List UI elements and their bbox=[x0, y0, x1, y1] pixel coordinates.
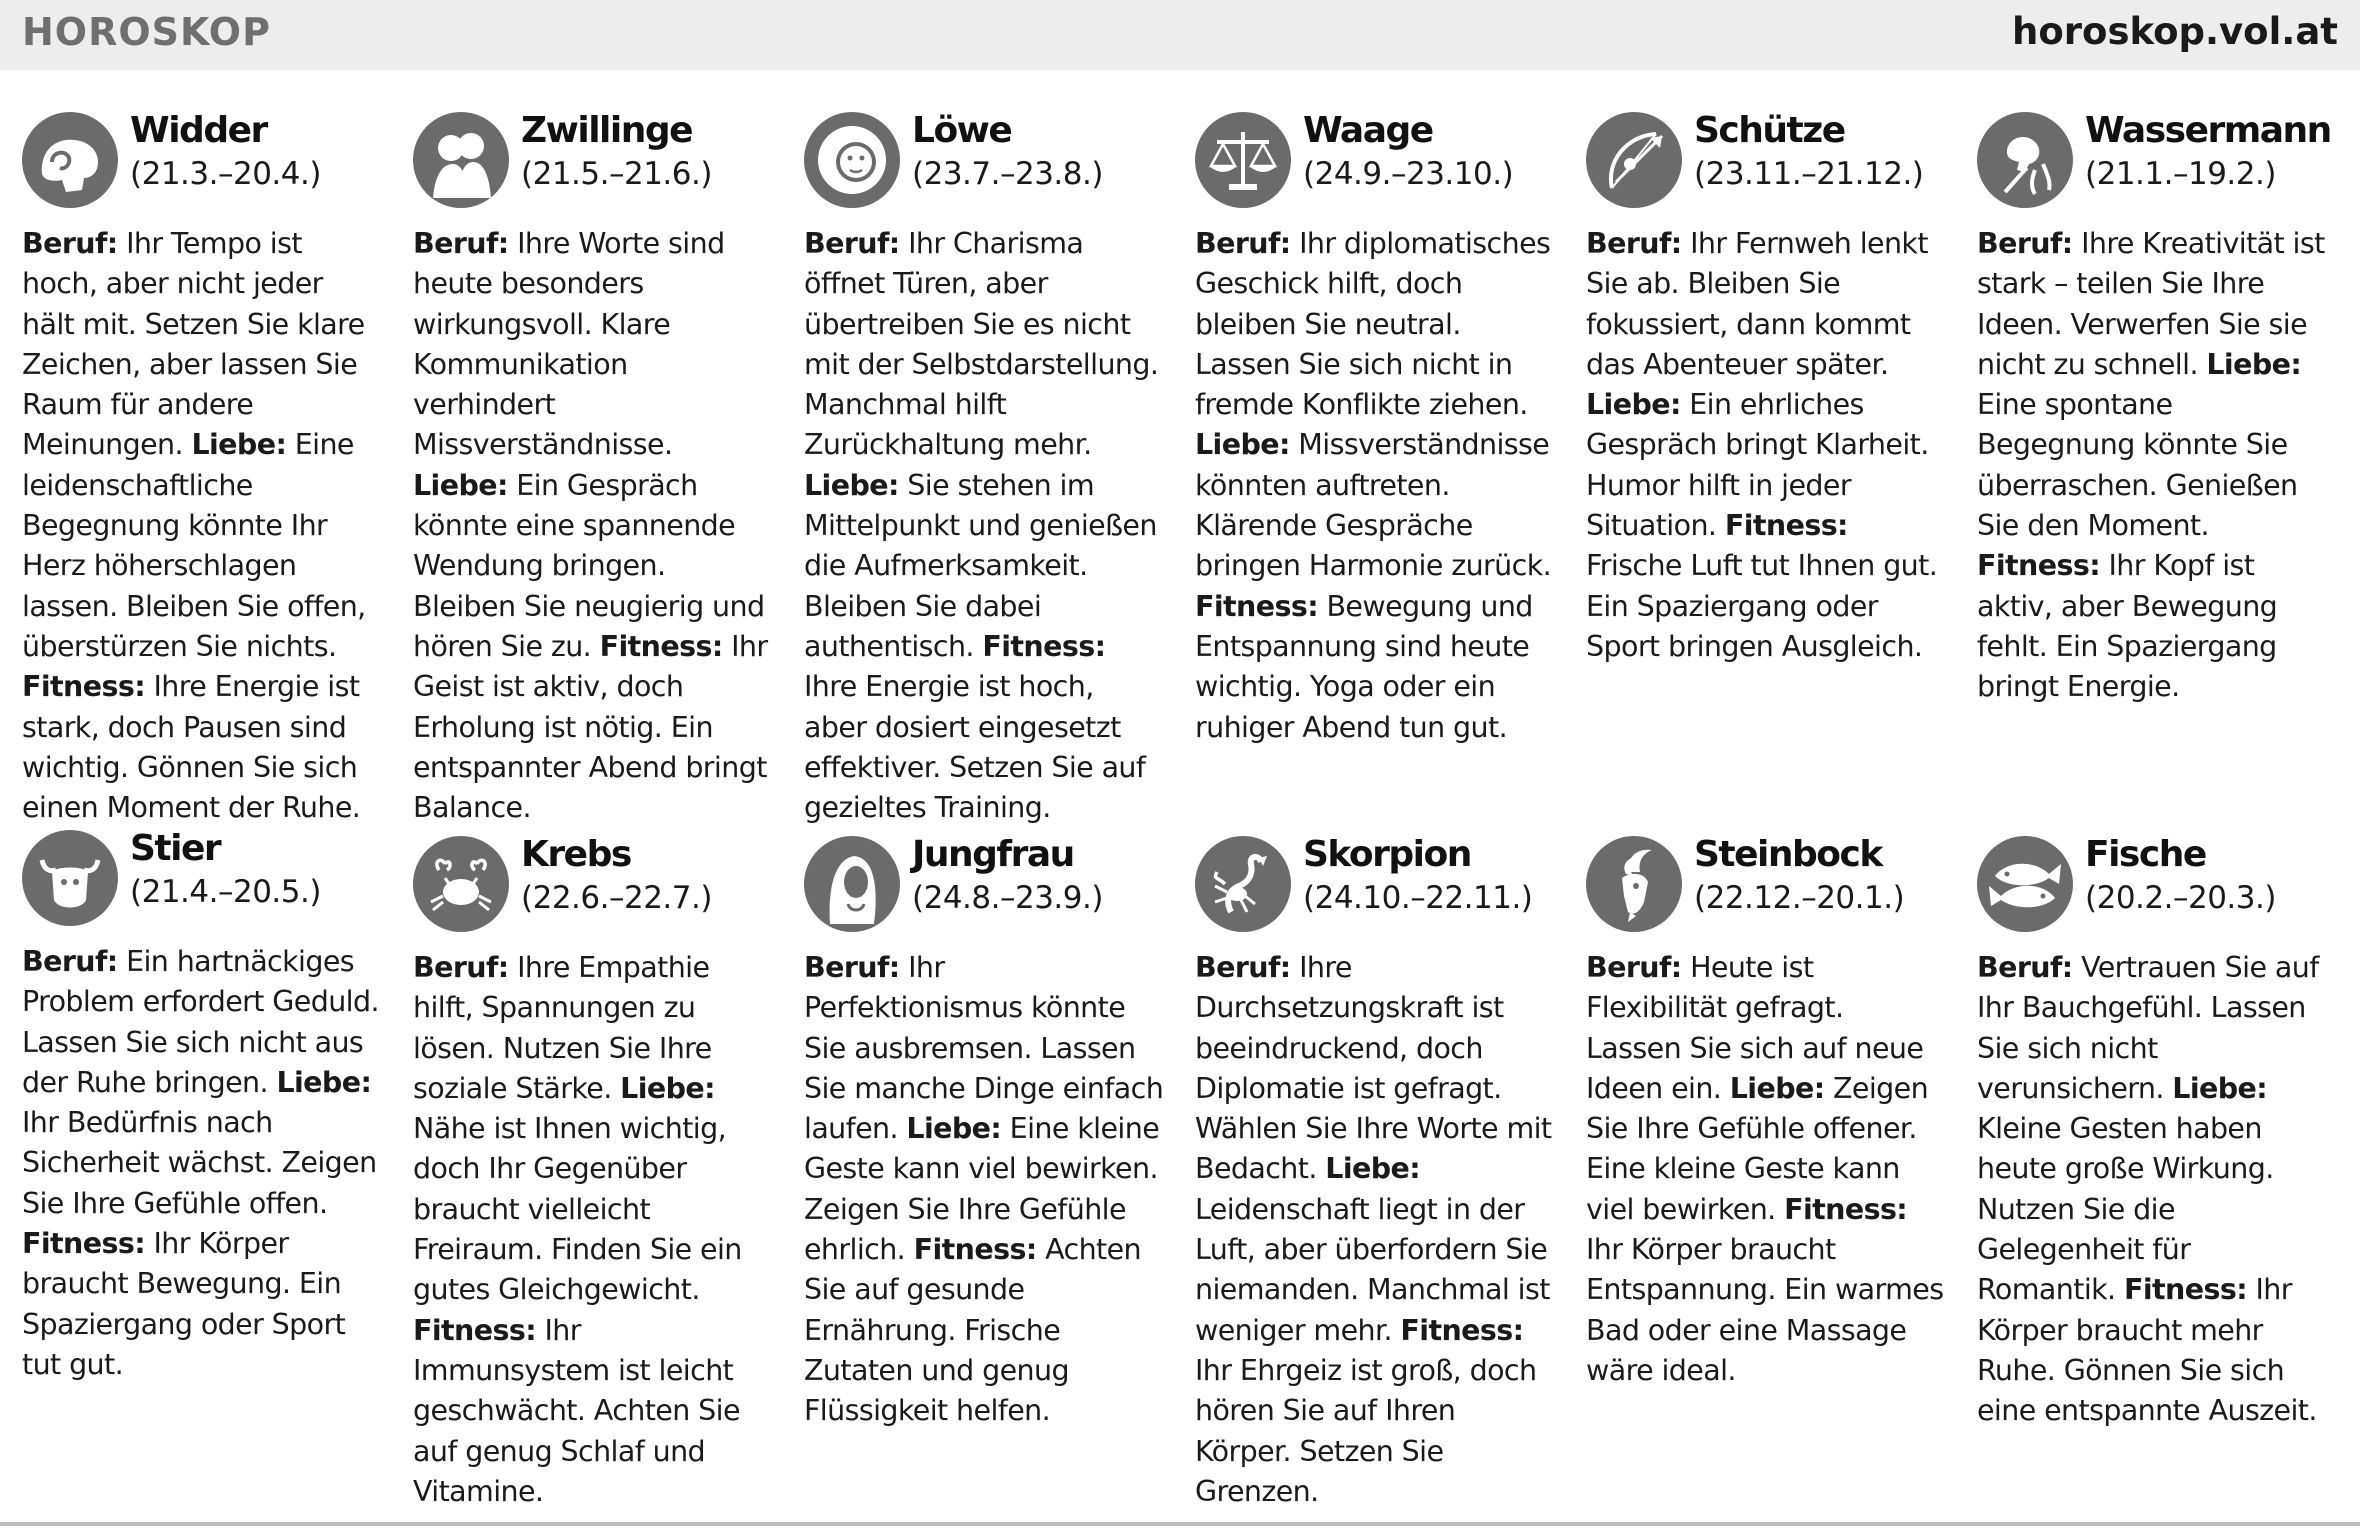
liebe-text: Eine kleine Geste kann viel bewirken. Zeigen Sie Ihre Gefühle ehrlich. bbox=[804, 1112, 1160, 1267]
fitness-label: Fitness: bbox=[22, 1227, 146, 1261]
sign-date: (24.9.–23.10.) bbox=[1303, 156, 1514, 192]
beruf-text: Ihre Kreativität ist stark – teilen Sie Ihre Ideen. Verwerfen Sie sie nicht zu schnell. bbox=[1977, 227, 2325, 381]
water-bearer-icon bbox=[1977, 112, 2073, 208]
sign-text bbox=[413, 948, 773, 1512]
scales-icon bbox=[1195, 112, 1291, 208]
liebe-text: Ein ehrliches Gespräch bringt Klarheit. Humor hilft in jeder Situation. bbox=[1586, 388, 1929, 543]
beruf-text: Vertrauen Sie auf Ihr Bauchgefühl. Lassen Sie sich nicht verunsichern. bbox=[1977, 951, 2319, 1105]
sign-text bbox=[1977, 948, 2337, 1432]
fitness-label: Fitness: bbox=[982, 629, 1106, 663]
liebe-text: Missverständnisse könnten auftreten. Klärende Gespräche bringen Harmonie zurück. bbox=[1195, 428, 1552, 583]
sign-text bbox=[804, 948, 1164, 1432]
bottom-divider bbox=[0, 1522, 2360, 1526]
sign-date: (20.2.–20.3.) bbox=[2085, 880, 2276, 916]
sign-name: Fische bbox=[2085, 834, 2206, 875]
fitness-label: Fitness: bbox=[913, 1233, 1037, 1267]
sign-text bbox=[1195, 224, 1555, 748]
beruf-text: Ihre Empathie hilft, Spannungen zu lösen. Nutzen Sie Ihre soziale Stärke. bbox=[413, 951, 712, 1105]
fitness-text: Frische Luft tut Ihnen gut. Ein Spaziergang oder Sport bringen Ausgleich. bbox=[1586, 549, 1938, 663]
sign-date: (24.8.–23.9.) bbox=[912, 880, 1103, 916]
liebe-text: Zeigen Sie Ihre Gefühle offener. Eine kleine Geste kann viel bewirken. bbox=[1586, 1071, 1929, 1226]
liebe-label: Liebe: bbox=[906, 1112, 1002, 1146]
sign-date: (21.5.–21.6.) bbox=[521, 156, 712, 192]
beruf-text: Ihr Fernweh lenkt Sie ab. Bleiben Sie fokussiert, dann kommt das Abenteuer später. bbox=[1586, 227, 1928, 381]
goat-icon bbox=[1586, 836, 1682, 932]
fitness-text: Bewegung und Entspannung sind heute wichtig. Yoga oder ein ruhiger Abend tun gut. bbox=[1195, 589, 1533, 744]
virgin-icon bbox=[804, 836, 900, 932]
fitness-text: Ihre Energie ist hoch, aber dosiert eingesetzt effektiver. Setzen Sie auf gezieltes Training. bbox=[804, 670, 1146, 825]
sign-date: (22.6.–22.7.) bbox=[521, 880, 712, 916]
twins-icon bbox=[413, 112, 509, 208]
sign-name: Löwe bbox=[912, 110, 1012, 151]
sign-schuetze bbox=[1586, 112, 1946, 667]
fitness-label: Fitness: bbox=[1400, 1313, 1524, 1347]
beruf-label: Beruf: bbox=[413, 951, 509, 984]
lion-icon bbox=[804, 112, 900, 208]
fitness-text: Ihr Geist ist aktiv, doch Erholung ist nötig. Ein entspannter Abend bringt Balance. bbox=[413, 629, 768, 825]
liebe-text: Sie stehen im Mittelpunkt und genießen die Aufmerksamkeit. Bleiben Sie dabei authentisch. bbox=[804, 468, 1157, 663]
beruf-text: Ihr diplomatisches Geschick hilft, doch bleiben Sie neutral. Lassen Sie sich nicht in fremde Konflikte ziehen. bbox=[1195, 227, 1551, 422]
sign-date: (21.4.–20.5.) bbox=[130, 874, 321, 910]
liebe-label: Liebe: bbox=[276, 1065, 372, 1099]
beruf-text: Ihr Charisma öffnet Türen, aber übertreiben Sie es nicht mit der Selbstdarstellung. Manchmal hilft Zurückhaltung mehr. bbox=[804, 227, 1159, 462]
sign-text bbox=[1195, 948, 1555, 1512]
sign-date: (24.10.–22.11.) bbox=[1303, 880, 1533, 916]
liebe-text: Ihr Bedürfnis nach Sicherheit wächst. Zeigen Sie Ihre Gefühle offen. bbox=[22, 1106, 377, 1220]
sign-text bbox=[804, 224, 1164, 828]
fitness-text: Ihr Körper braucht Bewegung. Ein Spaziergang oder Sport tut gut. bbox=[22, 1227, 346, 1381]
sign-text bbox=[1586, 948, 1946, 1391]
sign-text bbox=[413, 224, 773, 828]
sign-widder bbox=[22, 112, 382, 828]
fitness-text: Ihr Körper braucht mehr Ruhe. Gönnen Sie sich eine entspannte Auszeit. bbox=[1977, 1273, 2317, 1428]
fitness-text: Ihr Ehrgeiz ist groß, doch hören Sie auf Ihren Körper. Setzen Sie Grenzen. bbox=[1195, 1353, 1537, 1508]
sign-krebs bbox=[413, 836, 773, 1512]
beruf-label: Beruf: bbox=[1977, 951, 2073, 984]
liebe-label: Liebe: bbox=[620, 1071, 715, 1105]
liebe-label: Liebe: bbox=[2172, 1071, 2268, 1105]
beruf-label: Beruf: bbox=[804, 227, 900, 260]
fitness-label: Fitness: bbox=[22, 670, 146, 704]
liebe-text: Leidenschaft liegt in der Luft, aber überfordern Sie niemanden. Manchmal ist weniger mehr. bbox=[1195, 1192, 1550, 1347]
header-bar bbox=[0, 0, 2360, 70]
sign-text bbox=[1977, 224, 2337, 708]
site-url[interactable]: horoskop.vol.at bbox=[2012, 10, 2338, 53]
sign-name: Wassermann bbox=[2085, 110, 2331, 151]
archer-icon bbox=[1586, 112, 1682, 208]
sign-stier bbox=[22, 830, 382, 1385]
sign-text bbox=[1586, 224, 1946, 667]
sign-name: Jungfrau bbox=[912, 834, 1074, 875]
sign-name: Steinbock bbox=[1694, 834, 1882, 875]
liebe-label: Liebe: bbox=[413, 468, 508, 502]
sign-zwillinge bbox=[413, 112, 773, 828]
sign-name: Zwillinge bbox=[521, 110, 693, 151]
sign-skorpion bbox=[1195, 836, 1555, 1512]
sign-date: (23.7.–23.8.) bbox=[912, 156, 1103, 192]
sign-date: (23.11.–21.12.) bbox=[1694, 156, 1924, 192]
sign-date: (21.3.–20.4.) bbox=[130, 156, 321, 192]
fitness-text: Ihr Kopf ist aktiv, aber Bewegung fehlt. Ein Spaziergang bringt Energie. bbox=[1977, 549, 2278, 704]
beruf-label: Beruf: bbox=[804, 951, 900, 984]
liebe-label: Liebe: bbox=[1195, 428, 1290, 462]
fitness-label: Fitness: bbox=[1784, 1192, 1908, 1226]
liebe-text: Nähe ist Ihnen wichtig, doch Ihr Gegenüber braucht vielleicht Freiraum. Finden Sie ein gutes Gleichgewicht. bbox=[413, 1112, 742, 1307]
fish-icon bbox=[1977, 836, 2073, 932]
fitness-label: Fitness: bbox=[1195, 589, 1319, 623]
ram-icon bbox=[22, 112, 118, 208]
sign-name: Widder bbox=[130, 110, 267, 151]
fitness-text: Ihre Energie ist stark, doch Pausen sind wichtig. Gönnen Sie sich einen Moment der Ruhe. bbox=[22, 670, 361, 825]
beruf-label: Beruf: bbox=[1977, 227, 2073, 260]
liebe-label: Liebe: bbox=[804, 468, 899, 502]
sign-name: Schütze bbox=[1694, 110, 1845, 151]
beruf-label: Beruf: bbox=[22, 227, 118, 260]
crab-icon bbox=[413, 836, 509, 932]
beruf-label: Beruf: bbox=[22, 945, 118, 978]
sign-date: (22.12.–20.1.) bbox=[1694, 880, 1905, 916]
scorpion-icon bbox=[1195, 836, 1291, 932]
beruf-label: Beruf: bbox=[1195, 227, 1291, 260]
beruf-label: Beruf: bbox=[1195, 951, 1291, 984]
sign-fische bbox=[1977, 836, 2337, 1432]
sign-name: Waage bbox=[1303, 110, 1433, 151]
beruf-text: Ihre Durchsetzungskraft ist beeindruckend, doch Diplomatie ist gefragt. Wählen Sie Ihre Worte mit Bedacht. bbox=[1195, 951, 1552, 1186]
bull-icon bbox=[22, 830, 118, 926]
beruf-label: Beruf: bbox=[1586, 227, 1682, 260]
beruf-text: Ein hartnäckiges Problem erfordert Geduld. Lassen Sie sich nicht aus der Ruhe bringen. bbox=[22, 945, 379, 1099]
fitness-label: Fitness: bbox=[413, 1313, 537, 1347]
liebe-label: Liebe: bbox=[2206, 347, 2302, 381]
beruf-text: Ihr Tempo ist hoch, aber nicht jeder hält mit. Setzen Sie klare Zeichen, aber lassen Sie Raum für andere Meinungen. bbox=[22, 227, 365, 462]
page-title: HOROSKOP bbox=[22, 10, 271, 54]
sign-wassermann bbox=[1977, 112, 2337, 708]
liebe-text: Kleine Gesten haben heute große Wirkung. Nutzen Sie die Gelegenheit für Romantik. bbox=[1977, 1112, 2274, 1307]
sign-name: Krebs bbox=[521, 834, 631, 875]
sign-loewe bbox=[804, 112, 1164, 828]
fitness-label: Fitness: bbox=[599, 629, 723, 663]
liebe-text: Ein Gespräch könnte eine spannende Wendung bringen. Bleiben Sie neugierig und hören Sie zu. bbox=[413, 468, 765, 663]
beruf-text: Ihr Perfektionismus könnte Sie ausbremsen. Lassen Sie manche Dinge einfach laufen. bbox=[804, 951, 1164, 1146]
fitness-label: Fitness: bbox=[1724, 509, 1848, 543]
fitness-text: Ihr Körper braucht Entspannung. Ein warmes Bad oder eine Massage wäre ideal. bbox=[1586, 1233, 1944, 1387]
fitness-text: Achten Sie auf gesunde Ernährung. Frische Zutaten und genug Flüssigkeit helfen. bbox=[804, 1233, 1142, 1428]
liebe-text: Eine spontane Begegnung könnte Sie überraschen. Genießen Sie den Moment. bbox=[1977, 388, 2298, 543]
beruf-text: Ihre Worte sind heute besonders wirkungsvoll. Klare Kommunikation verhindert Missverständnisse. bbox=[413, 227, 725, 462]
sign-name: Skorpion bbox=[1303, 834, 1471, 875]
sign-text bbox=[22, 942, 382, 1385]
liebe-label: Liebe: bbox=[1325, 1152, 1421, 1186]
sign-jungfrau bbox=[804, 836, 1164, 1432]
liebe-text: Eine leidenschaftliche Begegnung könnte Ihr Herz höherschlagen lassen. Bleiben Sie offen, überstürzen Sie nichts. bbox=[22, 428, 366, 663]
fitness-label: Fitness: bbox=[1977, 549, 2101, 583]
fitness-text: Ihr Immunsystem ist leicht geschwächt. Achten Sie auf genug Schlaf und Vitamine. bbox=[413, 1313, 740, 1508]
beruf-text: Heute ist Flexibilität gefragt. Lassen Sie sich auf neue Ideen ein. bbox=[1586, 951, 1924, 1105]
liebe-label: Liebe: bbox=[1586, 388, 1681, 422]
sign-waage bbox=[1195, 112, 1555, 748]
beruf-label: Beruf: bbox=[1586, 951, 1682, 984]
fitness-label: Fitness: bbox=[2123, 1273, 2247, 1307]
liebe-label: Liebe: bbox=[1729, 1071, 1825, 1105]
sign-name: Stier bbox=[130, 828, 221, 869]
sign-steinbock bbox=[1586, 836, 1946, 1391]
sign-date: (21.1.–19.2.) bbox=[2085, 156, 2276, 192]
liebe-label: Liebe: bbox=[191, 428, 287, 462]
beruf-label: Beruf: bbox=[413, 227, 509, 260]
sign-text bbox=[22, 224, 382, 828]
